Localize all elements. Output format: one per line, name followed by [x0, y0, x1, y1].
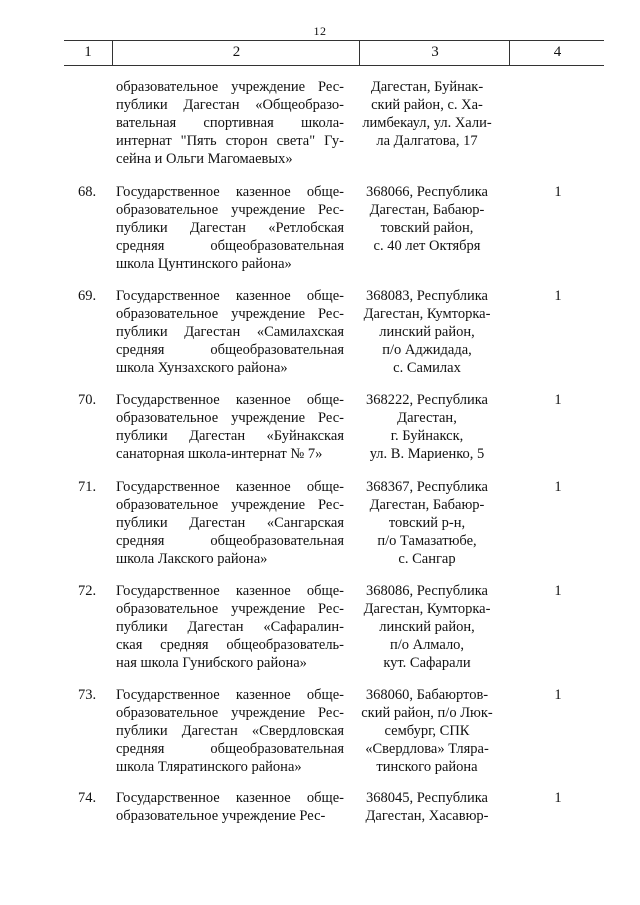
institution-name-line: Государственное казенное обще-: [116, 687, 344, 703]
institution-name-line: ная школа Гунибского района»: [116, 655, 307, 671]
institution-name-line: публики Дагестан «Буйнакская: [116, 428, 344, 444]
row-quantity: 1: [554, 479, 562, 495]
institution-name: [116, 478, 344, 568]
institution-name-line: Государственное казенное обще-: [116, 288, 344, 304]
address-line: Дагестан,: [397, 410, 457, 426]
address-line: «Свердлова» Тляра-: [365, 741, 489, 757]
address-line: г. Буйнакск,: [390, 428, 464, 444]
address-line: 368222, Республика: [366, 392, 488, 408]
institution-name-line: образовательное учреждение Рес-: [116, 497, 344, 513]
address-line: п/о Аджидада,: [382, 342, 472, 358]
institution-name: [116, 78, 344, 168]
institution-name-line: школа Хунзахского района»: [116, 360, 288, 376]
institution-name-line: средняя общеобразовательная: [116, 238, 344, 254]
address-line: с. Сангар: [398, 551, 456, 567]
institution-name: [116, 789, 344, 825]
address-line: п/о Тамазатюбе,: [377, 533, 477, 549]
address-line: 368045, Республика: [366, 790, 488, 806]
institution-name: [116, 686, 344, 776]
address-line: с. 40 лет Октября: [373, 238, 481, 254]
address-line: товский район,: [380, 220, 474, 236]
institution-name-line: санаторная школа-интернат № 7»: [116, 446, 323, 462]
address-line: 368086, Республика: [366, 583, 488, 599]
institution-address: [352, 78, 502, 150]
institution-name-line: Государственное казенное обще-: [116, 479, 344, 495]
institution-name: [116, 287, 344, 377]
institution-name-line: вательная спортивная школа-: [116, 115, 344, 131]
column-header-3: 3: [431, 44, 439, 60]
institution-name-line: Государственное казенное обще-: [116, 790, 344, 806]
row-number: 71.: [78, 479, 97, 495]
address-line: тинского района: [376, 759, 478, 775]
institution-address: [352, 287, 502, 377]
address-line: 368367, Республика: [366, 479, 488, 495]
institution-address: [352, 686, 502, 776]
institution-name-line: образовательное учреждение Рес-: [116, 79, 344, 95]
institution-address: [352, 391, 502, 463]
institution-name-line: публики Дагестан «Ретлобская: [116, 220, 344, 236]
institution-name-line: публики Дагестан «Сангарская: [116, 515, 344, 531]
institution-name: [116, 183, 344, 273]
row-number: 69.: [78, 288, 97, 304]
address-line: линский район,: [379, 619, 475, 635]
address-line: с. Самилах: [393, 360, 461, 376]
institution-name-line: образовательное учреждение Рес-: [116, 808, 326, 824]
institution-address: [352, 582, 502, 672]
institution-name-line: Государственное казенное обще-: [116, 583, 344, 599]
institution-name-line: публики Дагестан «Общеобразо-: [116, 97, 344, 113]
institution-name-line: образовательное учреждение Рес-: [116, 306, 344, 322]
address-line: п/о Алмало,: [389, 637, 465, 653]
address-line: Дагестан, Буйнак-: [370, 79, 484, 95]
row-quantity: 1: [554, 790, 562, 806]
institution-name-line: образовательное учреждение Рес-: [116, 601, 344, 617]
column-header-2: 2: [232, 44, 241, 60]
institution-name-line: школа Лакского района»: [116, 551, 268, 567]
institution-address: [352, 183, 502, 255]
address-line: Дагестан, Бабаюр-: [369, 202, 485, 218]
address-line: 368083, Республика: [366, 288, 488, 304]
institution-address: [352, 478, 502, 568]
row-quantity: 1: [554, 392, 562, 408]
institution-address: [352, 789, 502, 825]
institution-name-line: публики Дагестан «Свердловская: [116, 723, 344, 739]
institution-name: [116, 582, 344, 672]
row-quantity: 1: [554, 288, 562, 304]
column-divider: [509, 41, 510, 65]
row-number: 74.: [78, 790, 97, 806]
row-number: 70.: [78, 392, 97, 408]
table-header: [64, 40, 604, 66]
row-number: 72.: [78, 583, 97, 599]
address-line: ский район, с. Ха-: [371, 97, 483, 113]
address-line: Дагестан, Кумторка-: [363, 306, 491, 322]
institution-name-line: средняя общеобразовательная: [116, 741, 344, 757]
institution-name-line: публики Дагестан «Самилахская: [116, 324, 344, 340]
page-number: 12: [313, 24, 327, 38]
address-line: Дагестан, Кумторка-: [363, 601, 491, 617]
institution-name-line: Государственное казенное обще-: [116, 184, 344, 200]
institution-name-line: публики Дагестан «Сафаралин-: [116, 619, 344, 635]
institution-name-line: образовательное учреждение Рес-: [116, 410, 344, 426]
address-line: кут. Сафарали: [383, 655, 471, 671]
address-line: линский район,: [379, 324, 475, 340]
institution-name-line: ская средняя общеобразователь-: [116, 637, 344, 653]
column-divider: [359, 41, 360, 65]
institution-name-line: средняя общеобразовательная: [116, 342, 344, 358]
institution-name-line: интернат "Пять сторон света" Гу-: [116, 133, 344, 149]
address-line: 368060, Бабаюртов-: [365, 687, 489, 703]
row-quantity: 1: [554, 687, 562, 703]
column-header-4: 4: [553, 44, 562, 60]
address-line: ул. В. Мариенко, 5: [369, 446, 485, 462]
institution-name-line: средняя общеобразовательная: [116, 533, 344, 549]
row-quantity: 1: [554, 184, 562, 200]
row-number: 73.: [78, 687, 97, 703]
institution-name: [116, 391, 344, 463]
address-line: лимбекаул, ул. Хали-: [362, 115, 492, 131]
institution-name-line: Государственное казенное обще-: [116, 392, 344, 408]
row-number: 68.: [78, 184, 97, 200]
address-line: Дагестан, Хасавюр-: [365, 808, 489, 824]
address-line: 368066, Республика: [366, 184, 488, 200]
institution-name-line: школа Цунтинского района»: [116, 256, 292, 272]
address-line: сембург, СПК: [384, 723, 470, 739]
address-line: ский район, п/о Люк-: [361, 705, 493, 721]
column-header-1: 1: [84, 44, 92, 60]
institution-name-line: школа Тляратинского района»: [116, 759, 302, 775]
institution-name-line: сейна и Ольги Магомаевых»: [116, 151, 293, 167]
address-line: товский р-н,: [388, 515, 466, 531]
address-line: ла Далгатова, 17: [376, 133, 478, 149]
row-quantity: 1: [554, 583, 562, 599]
institution-name-line: образовательное учреждение Рес-: [116, 202, 344, 218]
address-line: Дагестан, Бабаюр-: [369, 497, 485, 513]
column-divider: [112, 41, 113, 65]
institution-name-line: образовательное учреждение Рес-: [116, 705, 344, 721]
